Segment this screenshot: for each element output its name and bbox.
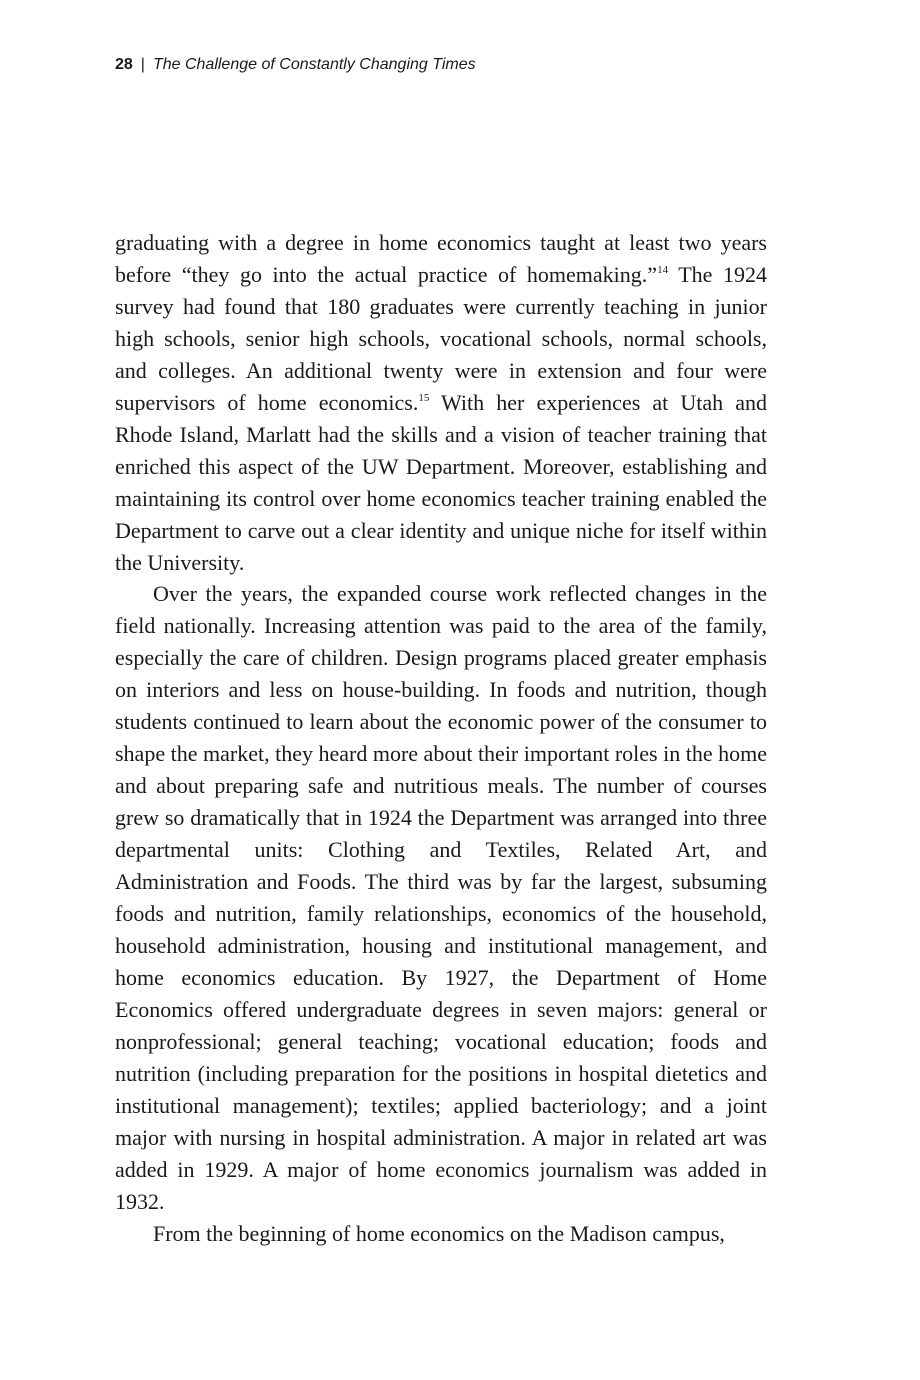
body-text: [115, 227, 767, 1250]
page-number: 28: [115, 56, 133, 73]
paragraph-3: [115, 1218, 767, 1250]
footnote-marker-15: 15: [418, 391, 430, 404]
paragraph-2: [115, 578, 767, 1217]
text-segment: The 1924 survey had found that 180 graduates were currently teaching in junior high schools, senior high schools, vocational schools, normal schools, and colleges. An additional twenty were in extension and four were supervisors of home economics.: [115, 261, 768, 415]
text-segment: graduating with a degree in home economics taught at least two years before “they go into the actual practice of homemaking.”: [115, 230, 767, 287]
text-segment: From the beginning of home economics on the Madison campus,: [153, 1220, 725, 1246]
text-segment: With her experiences at Utah and Rhode Island, Marlatt had the skills and a vision of teacher training that enriched this aspect of the UW Department. Moreover, establishing and maintaining its control over home economics teacher training enabled the Department to carve out a clear identity and unique niche for itself within the University.: [115, 389, 768, 575]
paragraph-1: [115, 227, 767, 578]
running-head: [115, 54, 476, 76]
running-head-title: The Challenge of Constantly Changing Times: [152, 56, 476, 73]
header-separator: |: [140, 56, 145, 73]
footnote-marker-14: 14: [657, 263, 669, 276]
text-segment: Over the years, the expanded course work reflected changes in the field nationally. Increasing attention was paid to the area of the family, especially the care of children. Design programs placed greater emphasis on interiors and less on house-building. In foods and nutrition, though students continued to learn about the economic power of the consumer to shape the market, they heard more about their important roles in the home and about preparing safe and nutritious meals. The number of courses grew so dramatically that in 1924 the Department was arranged into three departmental units: Clothing and Textiles, Related Art, and Administration and Foods. The third was by far the largest, subsuming foods and nutrition, family relationships, economics of the household, household administration, housing and institutional management, and home economics education. By 1927, the Department of Home Economics offered undergraduate degrees in seven majors: general or nonprofessional; general teaching; vocational education; foods and nutrition (including preparation for the positions in hospital dietetics and institutional management); textiles; applied bacteriology; and a joint major with nursing in hospital administration. A major in related art was added in 1929. A major of home economics journalism was added in 1932.: [115, 581, 767, 1214]
